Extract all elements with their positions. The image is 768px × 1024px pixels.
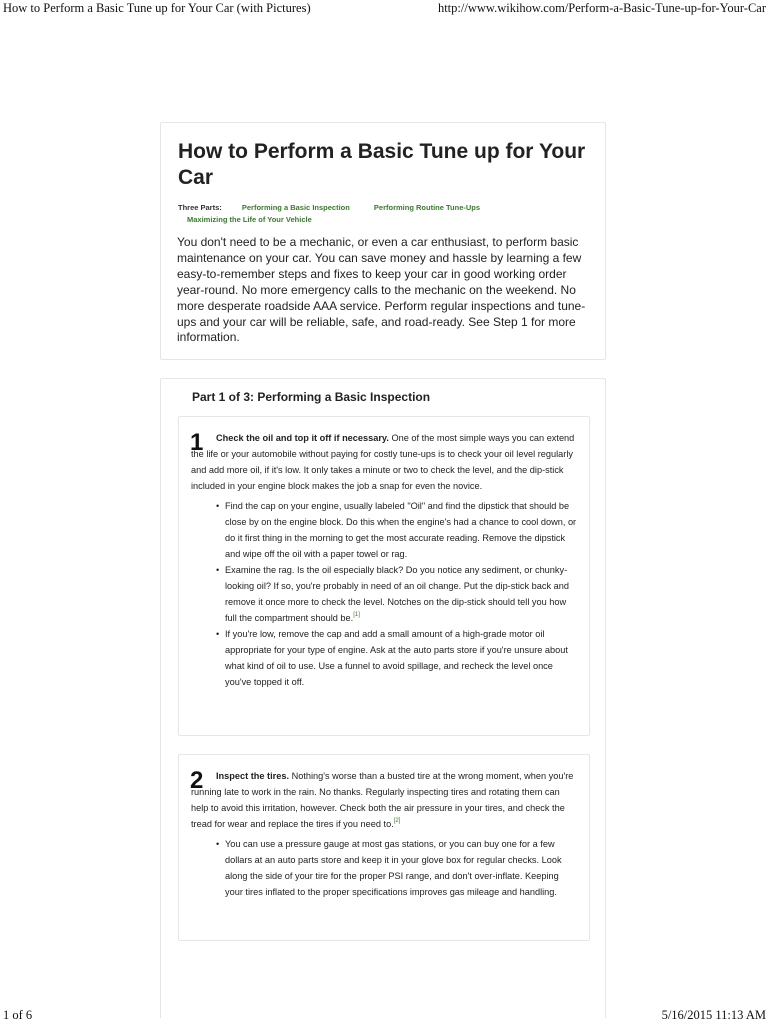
step-bullets xyxy=(191,498,577,690)
step-lead xyxy=(191,768,577,832)
step-lead-text: Nothing's worse than a busted tire at the wrong moment, when you're running late to work in the rain. No thanks. Regularly inspecting tires and rotating them can help to avoid this irritation, however. Check both the air pressure in your tires, and check the tread for wear and replace the tires if you need to. xyxy=(191,771,574,829)
step-1 xyxy=(178,416,590,736)
print-header xyxy=(0,1,768,17)
list-item: • Find the cap on your engine, usually labeled "Oil" and find the dipstick that should be close by on the engine block. Do this when the engine's had a chance to cool down, or do it first thing in the morning to get the most accurate reading. Remove the dipstick and wipe off the oil with a paper towel or rag. xyxy=(225,498,577,562)
step-lead-bold: Check the oil and top it off if necessary. xyxy=(216,433,389,443)
step-2 xyxy=(178,754,590,941)
intro-card xyxy=(160,122,606,360)
print-datetime: 5/16/2015 11:13 AM xyxy=(661,1008,766,1022)
part-link-routine-tune-ups[interactable]: Performing Routine Tune-Ups xyxy=(373,203,481,212)
list-item xyxy=(225,562,577,626)
article-title: How to Perform a Basic Tune up for Your Car xyxy=(178,140,586,189)
step-number: 1 xyxy=(190,429,204,456)
print-page-title: How to Perform a Basic Tune up for Your Car (with Pictures) xyxy=(3,1,311,15)
reference-link[interactable]: [2] xyxy=(393,818,401,824)
step-number: 2 xyxy=(190,767,204,794)
parts-label: Three Parts: xyxy=(178,203,222,212)
reference-link[interactable]: [1] xyxy=(353,612,360,618)
list-item: • If you're low, remove the cap and add a small amount of a high-grade motor oil appropriate for your type of engine. Ask at the auto parts store if you're unsure about what kind of oil to use. Use a funnel to avoid spillage, and recheck the level once you've topped it off. xyxy=(225,626,577,690)
step-body xyxy=(191,768,577,900)
step-lead-bold: Inspect the tires. xyxy=(216,771,290,781)
list-item-text: Examine the rag. Is the oil especially black? Do you notice any sediment, or chunky-looking oil? If so, you're probably in need of an oil change. Put the dip-stick back and remove it once more to check the level. Notches on the dip-stick should tell you how full the compartment should be. xyxy=(225,565,569,623)
list-item: • You can use a pressure gauge at most gas stations, or you can buy one for a few dollars at an auto parts store and keep it in your glove box for regular checks. Look along the side of your tire for the proper PSI range, and don't over-inflate. Keeping your tires inflated to the proper specifications improves gas mileage and handling. xyxy=(225,836,577,900)
page-counter: 1 of 6 xyxy=(3,1008,33,1022)
step-bullets xyxy=(191,836,577,900)
print-url[interactable]: http://www.wikihow.com/Perform-a-Basic-Tune-up-for-Your-Car xyxy=(437,1,766,15)
part-1-title: Part 1 of 3: Performing a Basic Inspection xyxy=(192,390,431,404)
step-body xyxy=(191,430,577,690)
step-lead xyxy=(191,430,577,494)
part-link-maximizing-life[interactable]: Maximizing the Life of Your Vehicle xyxy=(187,215,312,224)
step-lead-text: One of the most simple ways you can extend the life or your automobile without paying for costly tune-ups is to check your oil level regularly and add more oil, if it's low. It only takes a minute or two to check the level, and the dip-stick included in your engine block makes the job a snap for even the novice. xyxy=(191,433,575,491)
intro-paragraph: You don't need to be a mechanic, or even a car enthusiast, to perform basic maintenance on your car. You can save money and hassle by learning a few easy-to-remember steps and fixes to keep your car in good working order year-round. No more emergency calls to the mechanic on the weekend. No more desperate roadside AAA service. Perform regular inspections and tune-ups and your car will be reliable, safe, and road-ready. See Step 1 for more information. xyxy=(177,235,586,345)
print-footer xyxy=(0,1008,768,1024)
parts-nav xyxy=(178,202,598,226)
part-1-section xyxy=(160,378,606,1018)
part-link-basic-inspection[interactable]: Performing a Basic Inspection xyxy=(241,203,350,212)
